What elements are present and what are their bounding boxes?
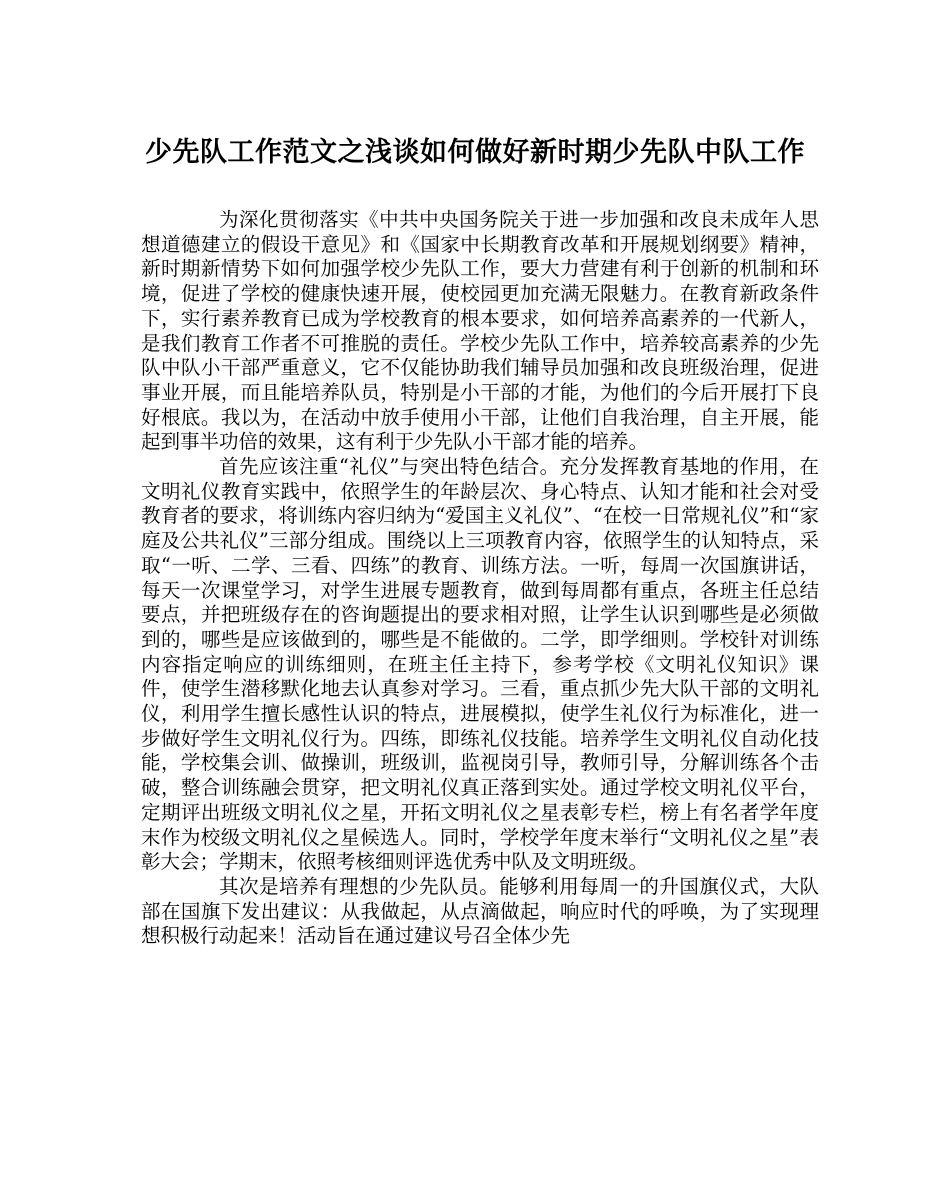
document-title: 少先队工作范文之浅谈如何做好新时期少先队中队工作 bbox=[145, 137, 805, 168]
paragraph-etiquette: 首先应该注重“礼仪”与突出特色结合。充分发挥教育基地的作用，在文明礼仪教育实践中，依照学生的年龄层次、身心特点、认知才能和社会对受教育者的要求，将训练内容归纳为“爱国主义礼仪”、“在校一日常规礼仪”和“家庭及公共礼仪”三部分组成。围绕以上三项教育内容，依照学生的认知特点，采取“一听、二学、三看、四练”的教育、训练方法。一听，每周一次国旗讲话，每天一次课堂学习，对学生进展专题教育，做到每周都有重点，各班主任总结要点，并把班级存在的咨询题提出的要求相对照，让学生认识到哪些是必须做到的，哪些是应该做到的，哪些是不能做的。二学，即学细则。学校针对训练内容指定响应的训练细则，在班主任主持下，参考学校《文明礼仪知识》课件，使学生潜移默化地去认真参对学习。三看，重点抓少先大队干部的文明礼仪，利用学生擅长感性认识的特点，进展模拟，使学生礼仪行为标准化，进一步做好学生文明礼仪行为。四练，即练礼仪技能。培养学生文明礼仪自动化技能，学校集会训、做操训，班级训，监视岗引导，教师引导，分解训练各个击破，整合训练融会贯穿，把文明礼仪真正落到实处。通过学校文明礼仪平台，定期评出班级文明礼仪之星，开拓文明礼仪之星表彰专栏，榜上有名者学年度末作为校级文明礼仪之星候选人。同时，学校学年度末举行“文明礼仪之星”表彰大会；学期末，依照考核细则评选优秀中队及文明班级。 bbox=[141, 455, 819, 874]
document-body bbox=[141, 208, 819, 949]
paragraph-intro: 为深化贯彻落实《中共中央国务院关于进一步加强和改良未成年人思想道德建立的假设干意见》和《国家中长期教育改革和开展规划纲要》精神，新时期新情势下如何加强学校少先队工作，要大力营建有利于创新的机制和环境，促进了学校的健康快速开展，使校园更加充满无限魅力。在教育新政条件下，实行素养教育已成为学校教育的根本要求，如何培养高素养的一代新人，是我们教育工作者不可推脱的责任。学校少先队工作中，培养较高素养的少先队中队小干部严重意义，它不仅能协助我们辅导员加强和改良班级治理，促进事业开展，而且能培养队员，特别是小干部的才能，为他们的今后开展打下良好根底。我以为，在活动中放手使用小干部，让他们自我治理，自主开展，能起到事半功倍的效果，这有利于少先队小干部才能的培养。 bbox=[141, 208, 819, 454]
paragraph-ideals: 其次是培养有理想的少先队员。能够利用每周一的升国旗仪式，大队部在国旗下发出建议：从我做起，从点滴做起，响应时代的呼唤，为了实现理想积极行动起来！活动旨在通过建议号召全体少先 bbox=[141, 874, 819, 948]
